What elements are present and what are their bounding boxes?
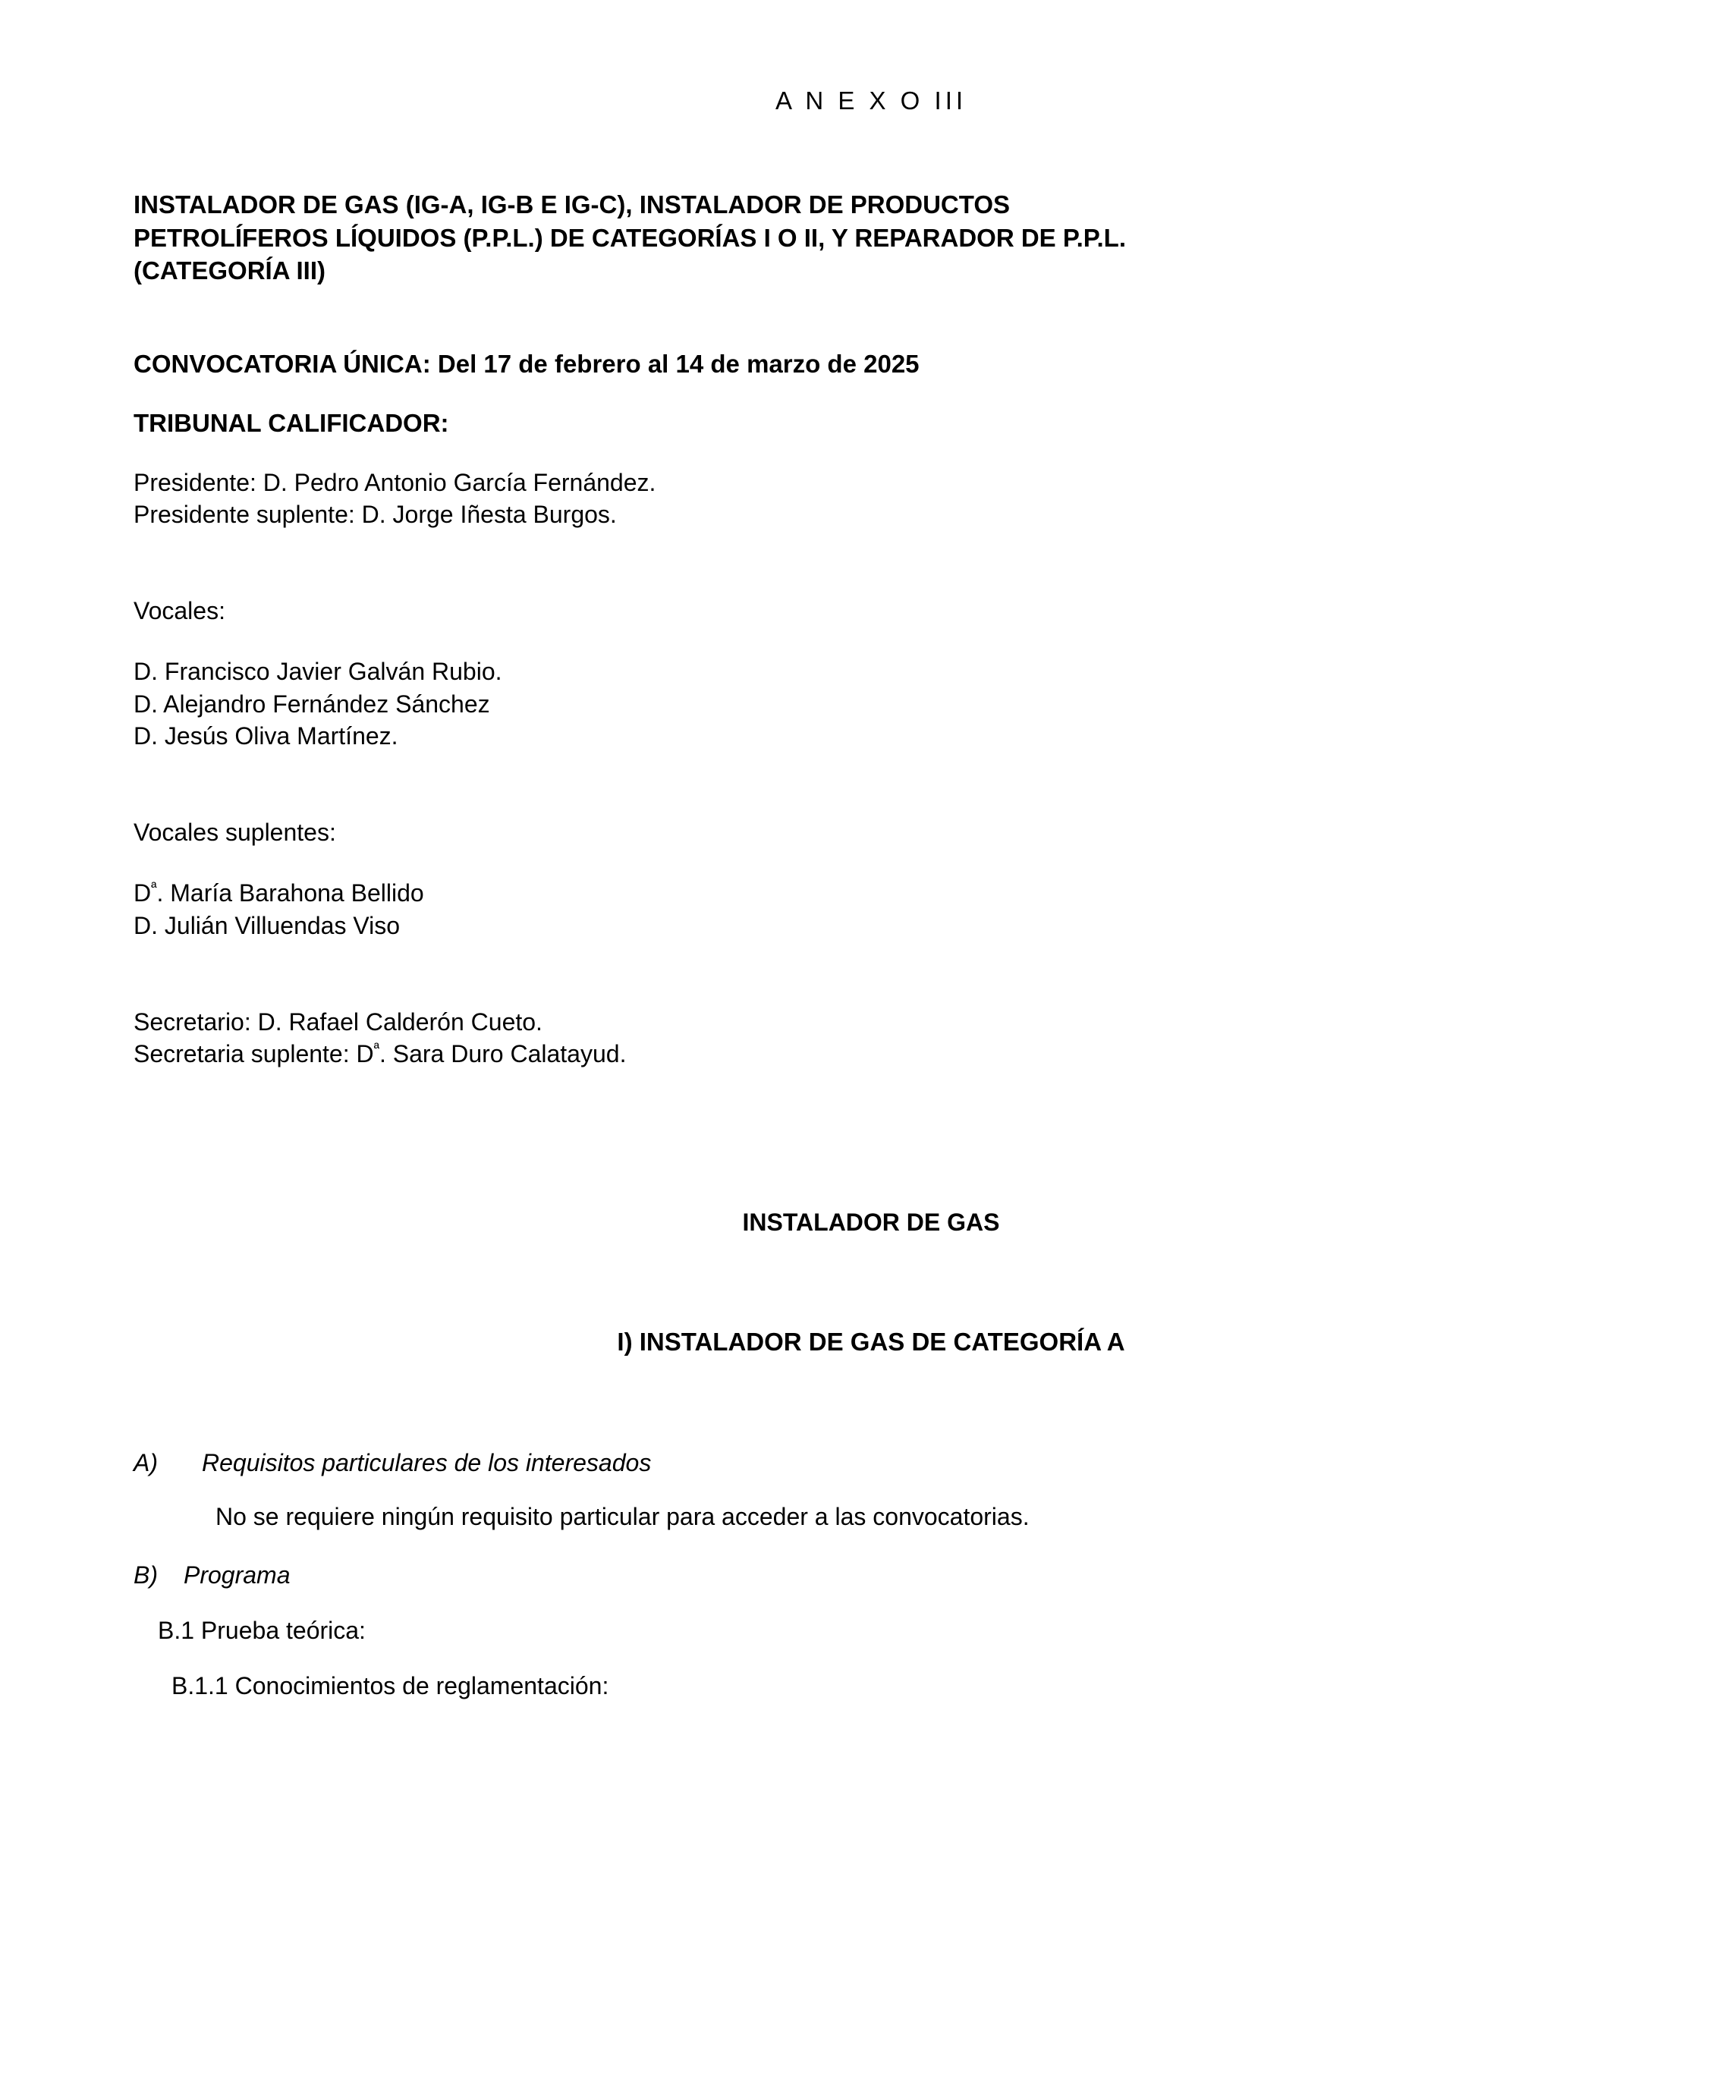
secretaria-block <box>134 1006 1609 1070</box>
secretaria-suplente-line <box>134 1038 1609 1070</box>
ordinal-indicator-feminine: ª <box>151 879 157 897</box>
secretaria-suplente-rest: . Sara Duro Calatayud. <box>379 1040 627 1068</box>
vocales-suplentes-block <box>134 877 1609 942</box>
vocal-suplente-1-prefix: D <box>134 879 152 907</box>
item-b <box>134 1561 1609 1589</box>
secretaria-suplente-prefix: Secretaria suplente: D <box>134 1040 374 1068</box>
item-b-marker: B) <box>134 1561 158 1589</box>
item-a <box>134 1449 1609 1477</box>
annex-title: A N E X O III <box>775 86 967 115</box>
vocal-suplente-1-rest: . María Barahona Bellido <box>156 879 424 907</box>
convocatoria-line: CONVOCATORIA ÚNICA: Del 17 de febrero al 14 de marzo de 2025 <box>134 349 920 378</box>
vocales-suplentes-label: Vocales suplentes: <box>134 818 336 846</box>
heading-line-2: PETROLÍFEROS LÍQUIDOS (P.P.L.) DE CATEGORÍAS I O II, Y REPARADOR DE P.P.L. <box>134 223 1127 252</box>
heading-line-1: INSTALADOR DE GAS (IG-A, IG-B E IG-C), INSTALADOR DE PRODUCTOS <box>134 190 1010 218</box>
vocales-block <box>134 655 1609 753</box>
heading-line-3: (CATEGORÍA III) <box>134 256 326 285</box>
item-a-body: No se requiere ningún requisito particular para acceder a las convocatorias. <box>215 1502 1030 1530</box>
vocales-label: Vocales: <box>134 596 225 624</box>
secretario-line: Secretario: D. Rafael Calderón Cueto. <box>134 1008 542 1036</box>
item-b1: B.1 Prueba teórica: <box>158 1616 366 1644</box>
section-title: INSTALADOR DE GAS <box>742 1208 1000 1236</box>
vocal-3: D. Jesús Oliva Martínez. <box>134 722 398 750</box>
item-a-text: Requisitos particulares de los interesados <box>202 1448 652 1476</box>
presidente-line: Presidente: D. Pedro Antonio García Fernández. <box>134 468 656 496</box>
vocal-1: D. Francisco Javier Galván Rubio. <box>134 658 502 686</box>
ordinal-indicator-feminine: ª <box>373 1040 379 1058</box>
item-b11: B.1.1 Conocimientos de reglamentación: <box>171 1671 609 1699</box>
presidente-suplente-line: Presidente suplente: D. Jorge Iñesta Burgos. <box>134 501 617 529</box>
vocal-suplente-2: D. Julián Villuendas Viso <box>134 912 401 940</box>
vocal-suplente-1 <box>134 877 1609 910</box>
tribunal-label: TRIBUNAL CALIFICADOR: <box>134 408 449 437</box>
subsection-title: I) INSTALADOR DE GAS DE CATEGORÍA A <box>617 1327 1125 1356</box>
item-a-marker: A) <box>134 1448 158 1476</box>
vocal-2: D. Alejandro Fernández Sánchez <box>134 690 490 718</box>
presidentes-block <box>134 467 1609 531</box>
document-heading <box>134 188 1609 288</box>
item-b-text: Programa <box>184 1561 291 1589</box>
